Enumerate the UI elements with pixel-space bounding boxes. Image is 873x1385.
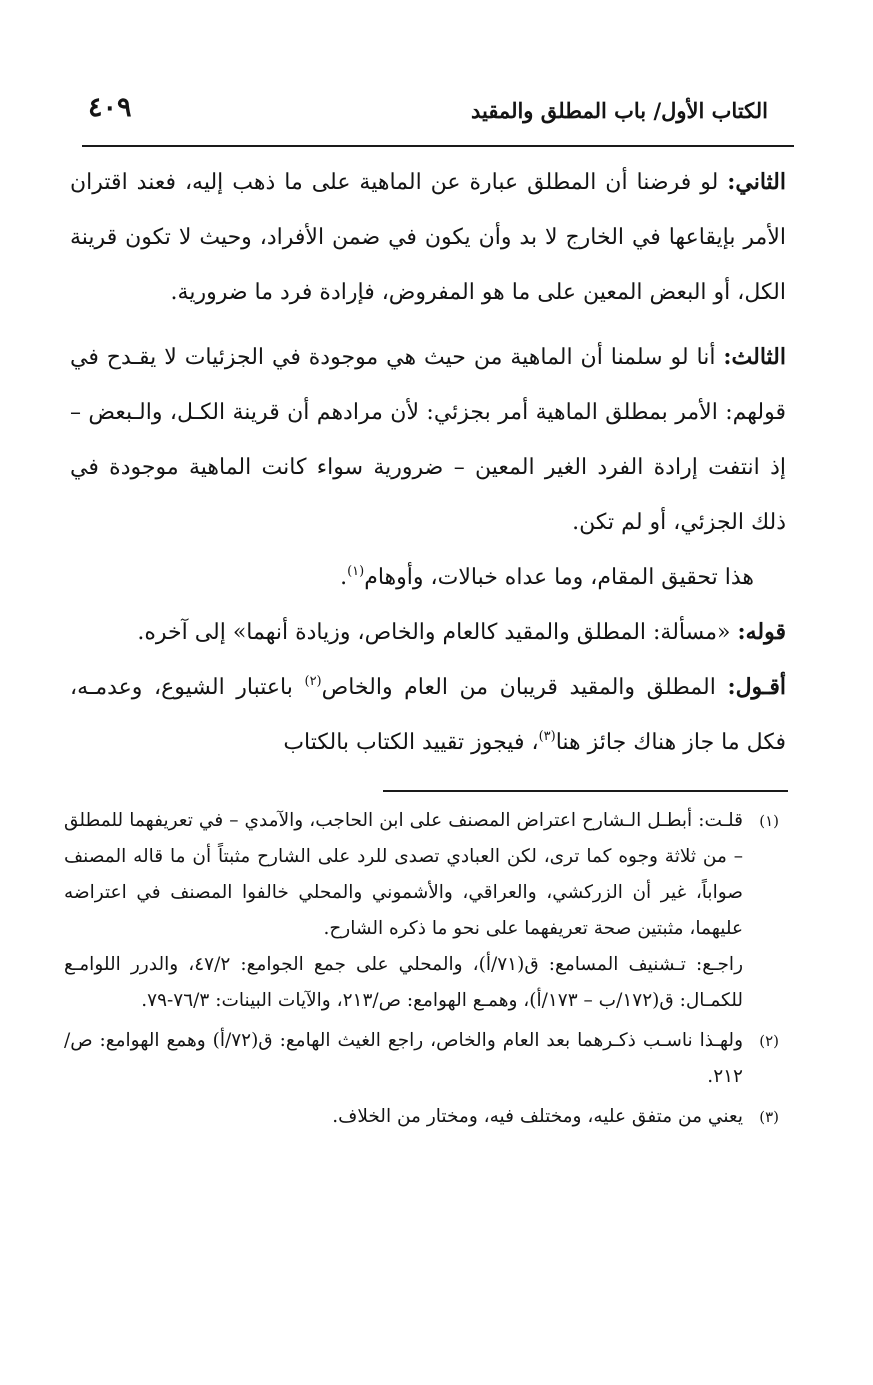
page-header <box>80 92 796 132</box>
paragraph-quote <box>70 605 786 660</box>
footnote-number: (٣) <box>759 1108 779 1126</box>
paragraph-text: هذا تحقيق المقام، وما عداه خبالات، وأوهام <box>364 565 754 590</box>
paragraph-text: لو فرضنا أن المطلق عبارة عن الماهية على ما ذهب إليه، فعند اقتران الأمر بإيقاعها في الخارج لا بد وأن يكون في ضمن الأفراد، وحيث لا تكون قرينة الكل، أو البعض المعين على ما هو المفروض، فإرادة فرد ما ضرورية. <box>70 170 786 305</box>
page-number: ٤٠٩ <box>88 92 132 123</box>
paragraph-text: المطلق والمقيد قريبان من العام والخاص <box>321 675 728 700</box>
footnote-ref-3: (٣) <box>538 729 556 744</box>
paragraph-second-argument <box>70 155 786 320</box>
paragraph-end: . <box>340 565 348 590</box>
footnote-body <box>64 1023 743 1095</box>
footnote-number: (٢) <box>759 1032 779 1050</box>
footnote-1 <box>64 803 779 1019</box>
paragraph-commentary <box>70 660 786 770</box>
footnote-body <box>64 1099 743 1135</box>
paragraph-text: باعتبار الشيوع، وعدمـه، فكل ما جاز هناك جائز هنا <box>70 675 786 755</box>
paragraph-term: قوله: <box>737 619 786 645</box>
header-rule <box>82 145 794 147</box>
paragraph-third-argument <box>70 330 786 550</box>
paragraph-term: الثاني: <box>727 169 786 195</box>
footnote-ref-1: (١) <box>347 564 365 579</box>
paragraph-text: «مسألة: المطلق والمقيد كالعام والخاص، وزيادة أنهما» إلى آخره. <box>137 620 738 645</box>
footnote-paragraph: يعني من متفق عليه، ومختلف فيه، ومختار من الخلاف. <box>332 1106 743 1127</box>
footnote-ref-2: (٢) <box>304 674 322 689</box>
footnote-paragraph: ولهـذا ناسـب ذكـرهما بعد العام والخاص، راجع الغيث الهامع: ق(٧٢/أ) وهمع الهوامع: ص/٢١٢. <box>64 1030 743 1087</box>
footnote-paragraph: قلـت: أبطـل الـشارح اعتراض المصنف على ابن الحاجب، والآمدي – في تعريفهما للمطلق – من ثلاثة وجوه كما ترى، لكن العبادي تصدى للرد على الشارح مثبتاً أن ما قاله المصنف صواباً، غير أن الزركشي، والعراقي، والأشموني والمحلي خالفوا المصنف في اعتراضه عليهما، مثبتين صحة تعريفهما على نحو ما ذكره الشارح. <box>64 810 743 939</box>
footnote-3 <box>64 1099 779 1135</box>
footnote-number: (١) <box>759 812 779 830</box>
footnote-paragraph: راجـع: تـشنيف المسامع: ق(٧١/أ)، والمحلي على جمع الجوامع: ٤٧/٢، والدرر اللوامـع للكمـال: ق(١٧٢/ب – ١٧٣/أ)، وهمـع الهوامع: ص/٢١٣، والآيات البينات: ٧٦/٣-٧٩. <box>64 954 744 1011</box>
paragraph-text: ، فيجوز تقييد الكتاب بالكتاب <box>283 730 539 755</box>
paragraph-conclusion <box>70 550 786 605</box>
paragraph-text: أنا لو سلمنا أن الماهية من حيث هي موجودة في الجزئيات لا يقـدح في قولهم: الأمر بمطلق الماهية أمر بجزئي: لأن مرادهم أن قرينة الكـل، والـبعض – إذ انتفت إرادة الفرد الغير المعين – ضرورية سواء كانت الماهية موجودة في ذلك الجزئي، أو لم تكن. <box>70 345 786 535</box>
footnotes <box>64 803 779 1139</box>
footnote-2 <box>64 1023 779 1095</box>
main-text <box>70 155 786 770</box>
footnote-body <box>64 803 743 1019</box>
running-title: الكتاب الأول/ باب المطلق والمقيد <box>470 98 768 123</box>
footnote-rule <box>383 790 788 792</box>
paragraph-term: أقـول: <box>727 674 786 700</box>
paragraph-term: الثالث: <box>723 344 786 370</box>
